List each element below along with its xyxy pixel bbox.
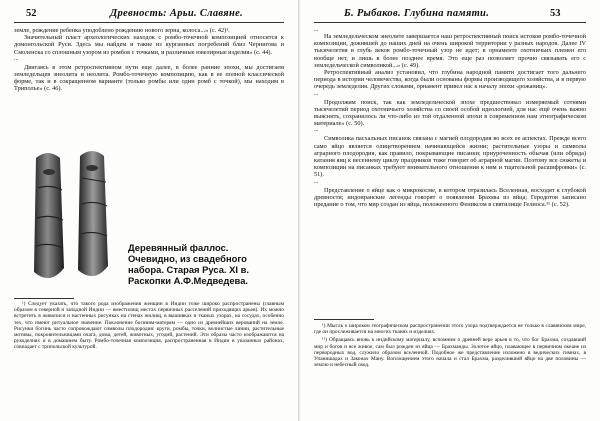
left-body-text (14, 27, 284, 93)
paragraph: Представление о яйце как о микрокосме, в котором отразилась Вселенная, восходят к глубокой древности; индоиранские легенды говорят о появлении Брахмы из яйца; Геродотов записано предание о том, что мир создан из яйца, положенного Фениксом в святилище Гелиоса.¹¹ (с. 52). (314, 186, 586, 209)
caption-line: Очевидно, из свадебного (128, 253, 247, 264)
ellipsis-separator: ... (314, 127, 319, 134)
left-page-header (14, 8, 284, 23)
ellipsis-separator: ... (314, 27, 319, 33)
paragraph: Символика пасхальных писанок связана с магией плодородия во всех ее аспектах. Прежде всего само яйцо является олицетворением начинающейся жизни; растительные узоры и символы аграрного плодородия, как правило, покрывающие писанки; приуроченность обычая (или обряда) катания яиц к весеннему циклу праздников тоже говорит об аграрной магии. Поэтому все сюжеты и композиции на писанках требуют внимательного отношения к ним и тщательной расшифровки» (с. 51). (314, 135, 586, 179)
caption-line: Раскопки А.Ф.Медведева. (128, 275, 249, 286)
left-running-title: Древность: Арьи. Славяне. (110, 8, 243, 19)
paragraph: Продолжим поиск, так как земледельческой эпохе предшествовал измеряемый сотнями тысячелетий период охотничьего хозяйства со своей особой идеологией, для нас ещё очень важно выяснить, сохранилось ли что-либо из той отдаленной эпохи в современном нам этнографическом материале» (с. 50). (314, 98, 586, 128)
paragraph: земле, рождение ребенка уподоблено рождению нового зерна, колоса...» (с. 42)¹. (14, 27, 230, 34)
ellipsis-separator: ... (314, 178, 319, 185)
left-page-number: 52 (26, 8, 37, 19)
footnote: ¹) Мысль о широком географическом распространении этого узора подтверждается не только в славянском мире, где он прослеживается на многих тканях и изделиях. (314, 323, 586, 336)
footnote-rule (314, 319, 374, 320)
paragraph: Значительный пласт археологических находок с ромбо-точечной композицией относится к домонгольской Руси. Здесь мы найдем и такие из курганных погребений близ Чернигова и Смоленска со сплошным узором из ромбов с точками, и различные ювелирные изделия» (с. 44). (14, 34, 284, 56)
caption-line: набора. Старая Руса. XI в. (128, 264, 249, 275)
wooden-phallus-photo (22, 148, 122, 288)
paragraph: На земледельческом энеолите завершается наш ретроспективный поиск истоков ромбо-точечной композиции, дожившей до наших дней на очень широкой территории у разных народов. Далее IV тысячелетия в глубь веков ромбо-точечный узор не идет; в орнаменте охотничьих племен его вообще нет, и лишь в более позднее время. Это еще раз позволяет прочно связывать его с земледельческой символикой...» (с. 49). (314, 33, 586, 69)
footnote: ¹) Следует указать, что такого рода изображения женщин в Индии тоже широко распространены (главным образом в северной и западной Индии — вместилищ местах первичных расселений приходящих арьев). Их можно встретить в живописи и настенных рисунках на стенах жилищ, в вышивках и тканых узорах, на сосудах, особенно тех, что имеют ритуальное значение. Поклонение богиням-матерям — одно из древнейших верований на земле. Рисунки богинь часто сопровождают символы плодородия: круги, ромбы, точки, волнистые линии, растительные мотивы, покровительницами очага, дома, детей, животных, угодий, растений. Эти образы часто изображаются на рукоделиях и в домашнем быту. Ромбо-точечная композиция, распространенная в Индии в указанных районах, совпадает с трипольской культурой. (14, 301, 284, 351)
ellipsis-separator: ... (314, 90, 319, 97)
right-footnotes (314, 323, 586, 370)
right-body-text (314, 27, 586, 208)
right-running-title: Б. Рыбаков. Глубина памяти. (344, 8, 490, 19)
paragraph: Двигаясь в этом ретроспективном пути еще далее, в более ранние эпохи, мы достигаем земледельцев энеолита и неолита. Ромбо-точечную композицию, как в ее полной классической форме, так и в сокращенном варианте (только ромбы или один ромб с точкой), мы находим в Триполье» (с. 46). (14, 63, 284, 93)
left-footnotes (14, 301, 284, 353)
figure-caption (128, 242, 288, 286)
footnote: ¹¹) Обращаясь вновь к индийскому материалу, вспомним о древней вере арьев в то, что бог Брахма, создавший мир и богов и все живое, сам был рожден из яйца — Брахманды. Золотое яйцо, плавающее в первичном океане из первородных вод, служило образом вселенной. Подобное же представление изложено в ведических гимнах, в Упанишадах и Законах Ману. Воплощением этого начала и стал Брахма, разделивший яйцо на две половины — землю и небесный свод. (314, 337, 586, 369)
right-page-number: 53 (550, 8, 561, 19)
paragraph: Ретроспективный анализ установил, что глубина народной памяти достигает того дальнего периода в истории человечества, когда были основаны формы производящего хозяйства, и в первую очередь земледелия. Других словами, орнамент привел нас к началу эпохи «рожаниц». (314, 69, 586, 91)
ellipsis-separator: ... (14, 55, 19, 62)
footnote-rule (14, 298, 74, 299)
right-page-header (314, 8, 586, 23)
right-page (300, 0, 600, 421)
caption-line: Деревянный фаллос. (128, 242, 229, 253)
